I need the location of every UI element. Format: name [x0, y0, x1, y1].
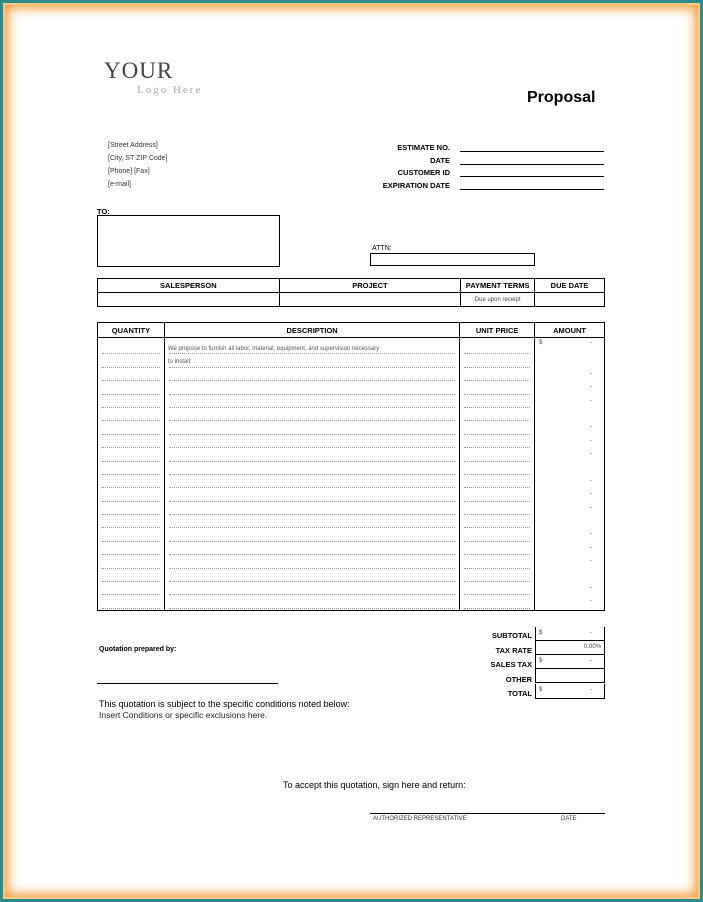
unit-price-cell[interactable]: [460, 489, 535, 502]
dotted-rule: [169, 554, 455, 555]
quantity-cell[interactable]: [98, 476, 165, 489]
salesperson-cell[interactable]: [98, 293, 280, 307]
table-row: [98, 436, 605, 449]
description-cell[interactable]: [164, 396, 459, 409]
dotted-rule: [169, 447, 455, 448]
tax-rate-label: TAX RATE: [495, 646, 532, 655]
unit-price-header: UNIT PRICE: [460, 323, 535, 338]
quantity-cell[interactable]: [98, 369, 165, 382]
other-label: OTHER: [505, 675, 532, 684]
dotted-rule: [169, 407, 455, 408]
description-cell[interactable]: [164, 422, 459, 435]
table-row: [98, 516, 605, 529]
conditions-heading: This quotation is subject to the specific conditions noted below:: [99, 699, 350, 709]
signature-line[interactable]: [370, 813, 605, 814]
quantity-cell[interactable]: [98, 449, 165, 462]
conditions-text: Insert Conditions or specific exclusions here.: [99, 710, 268, 720]
dotted-rule: [102, 447, 160, 448]
description-cell[interactable]: [164, 570, 459, 583]
expiration-date-label: EXPIRATION DATE: [382, 181, 450, 190]
total-value: [535, 684, 605, 699]
description-cell[interactable]: [164, 409, 459, 422]
amount-dash: -: [590, 437, 592, 444]
amount-cell[interactable]: [535, 355, 605, 368]
dotted-rule: [169, 353, 455, 354]
tax-rate-cell[interactable]: [535, 641, 605, 655]
quantity-cell[interactable]: [98, 436, 165, 449]
salesperson-header: SALESPERSON: [98, 279, 280, 293]
quantity-cell[interactable]: [98, 489, 165, 502]
unit-price-cell[interactable]: [460, 449, 535, 462]
sales-tax-label: SALES TAX: [490, 660, 532, 669]
company-email: [e-mail]: [108, 181, 131, 188]
description-cell[interactable]: [164, 476, 459, 489]
amount-dash: -: [590, 491, 592, 498]
description-cell[interactable]: [164, 338, 459, 356]
amount-dash: -: [590, 504, 592, 511]
quantity-cell[interactable]: [98, 570, 165, 583]
dotted-rule: [169, 380, 455, 381]
unit-price-cell[interactable]: [460, 503, 535, 516]
dotted-rule: [102, 394, 160, 395]
dotted-rule: [169, 581, 455, 582]
description-header: DESCRIPTION: [164, 323, 459, 338]
table-row: [98, 570, 605, 583]
amount-dash: -: [590, 531, 592, 538]
dotted-rule: [102, 568, 160, 569]
dotted-rule: [102, 380, 160, 381]
subtotal-label: SUBTOTAL: [491, 631, 532, 640]
due-date-cell[interactable]: [535, 293, 605, 307]
tax-rate-value: 0.00%: [583, 644, 601, 650]
project-header: PROJECT: [279, 279, 461, 293]
description-cell[interactable]: [164, 369, 459, 382]
description-text: to install:: [167, 359, 192, 366]
total-label: TOTAL: [507, 689, 532, 698]
dotted-rule: [464, 541, 530, 542]
dotted-rule: [169, 434, 455, 435]
expiration-date-field[interactable]: [460, 189, 604, 190]
dotted-rule: [464, 487, 530, 488]
sales-tax-currency: $: [539, 658, 543, 664]
dotted-rule: [464, 353, 530, 354]
quantity-cell[interactable]: [98, 409, 165, 422]
table-row: [98, 529, 605, 542]
unit-price-cell[interactable]: [460, 409, 535, 422]
prepared-by-line[interactable]: [97, 683, 278, 684]
description-cell[interactable]: [164, 516, 459, 529]
estimate-no-field[interactable]: [460, 151, 604, 152]
description-cell[interactable]: [164, 489, 459, 502]
description-cell[interactable]: [164, 596, 459, 610]
dotted-rule: [102, 581, 160, 582]
quantity-header: QUANTITY: [98, 323, 165, 338]
unit-price-cell[interactable]: [460, 422, 535, 435]
info-header-row: [98, 279, 605, 293]
quantity-cell[interactable]: [98, 516, 165, 529]
amount-cell[interactable]: [535, 516, 605, 529]
table-row: [98, 409, 605, 422]
amount-dash: -: [590, 340, 592, 346]
attn-field[interactable]: [370, 253, 535, 266]
table-row: [98, 596, 605, 610]
dotted-rule: [169, 527, 455, 528]
dotted-rule: [169, 420, 455, 421]
amount-cell[interactable]: [535, 596, 605, 610]
to-label: TO:: [97, 207, 110, 216]
quantity-cell[interactable]: [98, 529, 165, 542]
amount-dash: -: [590, 384, 592, 391]
table-row: [98, 338, 605, 356]
accept-text: To accept this quotation, sign here and return:: [283, 780, 466, 790]
dotted-rule: [464, 608, 530, 609]
amount-dash: -: [590, 451, 592, 458]
dotted-rule: [464, 554, 530, 555]
dotted-rule: [102, 474, 160, 475]
sales-tax-value: [535, 655, 605, 669]
amount-dash: -: [590, 544, 592, 551]
document-title: Proposal: [527, 89, 596, 106]
attn-label: ATTN:: [372, 245, 392, 252]
company-city: [City, ST ZIP Code]: [108, 155, 168, 162]
dotted-rule: [464, 434, 530, 435]
table-row: [98, 449, 605, 462]
description-cell[interactable]: [164, 543, 459, 556]
company-street: [Street Address]: [108, 142, 158, 149]
unit-price-cell[interactable]: [460, 529, 535, 542]
dotted-rule: [102, 367, 160, 368]
unit-price-cell[interactable]: [460, 463, 535, 476]
amount-cell[interactable]: [535, 556, 605, 569]
quantity-cell[interactable]: [98, 556, 165, 569]
amount-dash: -: [590, 585, 592, 592]
table-row: [98, 503, 605, 516]
dotted-rule: [464, 367, 530, 368]
dotted-rule: [169, 501, 455, 502]
items-table: [97, 322, 605, 611]
description-cell[interactable]: [164, 449, 459, 462]
amount-cell[interactable]: [535, 369, 605, 382]
quantity-cell[interactable]: [98, 355, 165, 368]
dotted-rule: [169, 514, 455, 515]
amount-cell[interactable]: [535, 396, 605, 409]
info-table: [97, 278, 605, 307]
dotted-rule: [464, 527, 530, 528]
logo-subtext: Logo Here: [137, 84, 203, 96]
dotted-rule: [464, 514, 530, 515]
amount-cell[interactable]: [535, 422, 605, 435]
dotted-rule: [102, 608, 160, 609]
unit-price-cell[interactable]: [460, 338, 535, 356]
description-cell[interactable]: [164, 556, 459, 569]
description-cell[interactable]: [164, 382, 459, 395]
dotted-rule: [102, 420, 160, 421]
table-row: [98, 382, 605, 395]
company-phone: [Phone] [Fax]: [108, 168, 150, 175]
amount-cell[interactable]: [535, 489, 605, 502]
amount-cell[interactable]: [535, 436, 605, 449]
amount-cell[interactable]: [535, 543, 605, 556]
dotted-rule: [102, 554, 160, 555]
dotted-rule: [102, 461, 160, 462]
unit-price-cell[interactable]: [460, 583, 535, 596]
description-text: We propose to furnish all labor, material, equipment, and supervision necessary: [167, 345, 380, 352]
unit-price-cell[interactable]: [460, 543, 535, 556]
dotted-rule: [169, 367, 455, 368]
amount-currency: $: [539, 340, 543, 346]
subtotal-value: [535, 627, 605, 641]
payment-terms-header: PAYMENT TERMS: [461, 279, 535, 293]
dotted-rule: [464, 594, 530, 595]
table-row: [98, 476, 605, 489]
dotted-rule: [464, 407, 530, 408]
subtotal-dash: -: [590, 630, 592, 636]
info-value-row: [98, 293, 605, 307]
dotted-rule: [102, 407, 160, 408]
quantity-cell[interactable]: [98, 422, 165, 435]
dotted-rule: [169, 474, 455, 475]
table-row: [98, 369, 605, 382]
table-row: [98, 583, 605, 596]
project-cell[interactable]: [279, 293, 461, 307]
to-address-box[interactable]: [97, 215, 280, 267]
dotted-rule: [102, 353, 160, 354]
amount-cell[interactable]: [535, 503, 605, 516]
payment-terms-cell[interactable]: Due upon receipt: [461, 293, 535, 307]
items-header-row: [98, 323, 605, 338]
unit-price-cell[interactable]: [460, 516, 535, 529]
authorized-rep-label: AUTHORIZED REPRESENTATIVE: [373, 816, 467, 822]
dotted-rule: [102, 541, 160, 542]
due-date-header: DUE DATE: [535, 279, 605, 293]
amount-dash: -: [590, 477, 592, 484]
customer-id-label: CUSTOMER ID: [397, 168, 450, 177]
quantity-cell[interactable]: [98, 463, 165, 476]
amount-dash: -: [590, 598, 592, 605]
amount-dash: -: [590, 397, 592, 404]
amount-cell[interactable]: [535, 583, 605, 596]
unit-price-cell[interactable]: [460, 556, 535, 569]
date-field[interactable]: [460, 164, 604, 165]
amount-cell[interactable]: [535, 409, 605, 422]
description-cell[interactable]: [164, 503, 459, 516]
description-cell[interactable]: [164, 463, 459, 476]
dotted-rule: [169, 461, 455, 462]
unit-price-cell[interactable]: [460, 382, 535, 395]
dotted-rule: [102, 527, 160, 528]
amount-cell[interactable]: [535, 382, 605, 395]
logo-text: YOUR: [104, 58, 174, 83]
dotted-rule: [464, 501, 530, 502]
amount-cell[interactable]: [535, 529, 605, 542]
description-cell[interactable]: [164, 583, 459, 596]
dotted-rule: [464, 461, 530, 462]
dotted-rule: [464, 568, 530, 569]
dotted-rule: [464, 581, 530, 582]
date-label: DATE: [430, 156, 450, 165]
table-row: [98, 543, 605, 556]
unit-price-cell[interactable]: [460, 436, 535, 449]
description-cell[interactable]: [164, 355, 459, 368]
dotted-rule: [169, 541, 455, 542]
unit-price-cell[interactable]: [460, 570, 535, 583]
quantity-cell[interactable]: [98, 596, 165, 610]
total-dash: -: [590, 687, 592, 693]
dotted-rule: [102, 434, 160, 435]
estimate-no-label: ESTIMATE NO.: [397, 143, 450, 152]
amount-header: AMOUNT: [535, 323, 605, 338]
dotted-rule: [464, 420, 530, 421]
amount-cell[interactable]: [535, 570, 605, 583]
dotted-rule: [464, 447, 530, 448]
quantity-cell[interactable]: [98, 583, 165, 596]
quantity-cell[interactable]: [98, 338, 165, 356]
table-row: [98, 463, 605, 476]
quantity-cell[interactable]: [98, 543, 165, 556]
unit-price-cell[interactable]: [460, 396, 535, 409]
amount-dash: -: [590, 424, 592, 431]
table-row: [98, 355, 605, 368]
dotted-rule: [464, 394, 530, 395]
table-row: [98, 556, 605, 569]
unit-price-cell[interactable]: [460, 476, 535, 489]
customer-id-field[interactable]: [460, 176, 604, 177]
amount-dash: -: [590, 558, 592, 565]
dotted-rule: [169, 594, 455, 595]
amount-cell[interactable]: [535, 476, 605, 489]
signature-date-label: DATE: [561, 816, 577, 822]
quantity-cell[interactable]: [98, 382, 165, 395]
amount-cell[interactable]: [535, 463, 605, 476]
dotted-rule: [169, 568, 455, 569]
quantity-cell[interactable]: [98, 396, 165, 409]
description-cell[interactable]: [164, 436, 459, 449]
subtotal-currency: $: [539, 630, 543, 636]
dotted-rule: [464, 474, 530, 475]
unit-price-cell[interactable]: [460, 596, 535, 610]
amount-dash: -: [590, 370, 592, 377]
dotted-rule: [102, 594, 160, 595]
table-row: [98, 396, 605, 409]
dotted-rule: [169, 487, 455, 488]
dotted-rule: [102, 501, 160, 502]
amount-cell[interactable]: [535, 338, 605, 356]
sales-tax-dash: -: [590, 658, 592, 664]
dotted-rule: [464, 380, 530, 381]
dotted-rule: [102, 487, 160, 488]
prepared-by-label: Quotation prepared by:: [99, 646, 177, 653]
description-cell[interactable]: [164, 529, 459, 542]
dotted-rule: [169, 608, 455, 609]
table-row: [98, 422, 605, 435]
dotted-rule: [102, 514, 160, 515]
unit-price-cell[interactable]: [460, 355, 535, 368]
other-cell[interactable]: [535, 669, 605, 683]
table-row: [98, 489, 605, 502]
unit-price-cell[interactable]: [460, 369, 535, 382]
total-currency: $: [539, 687, 543, 693]
amount-cell[interactable]: [535, 449, 605, 462]
dotted-rule: [169, 394, 455, 395]
quantity-cell[interactable]: [98, 503, 165, 516]
